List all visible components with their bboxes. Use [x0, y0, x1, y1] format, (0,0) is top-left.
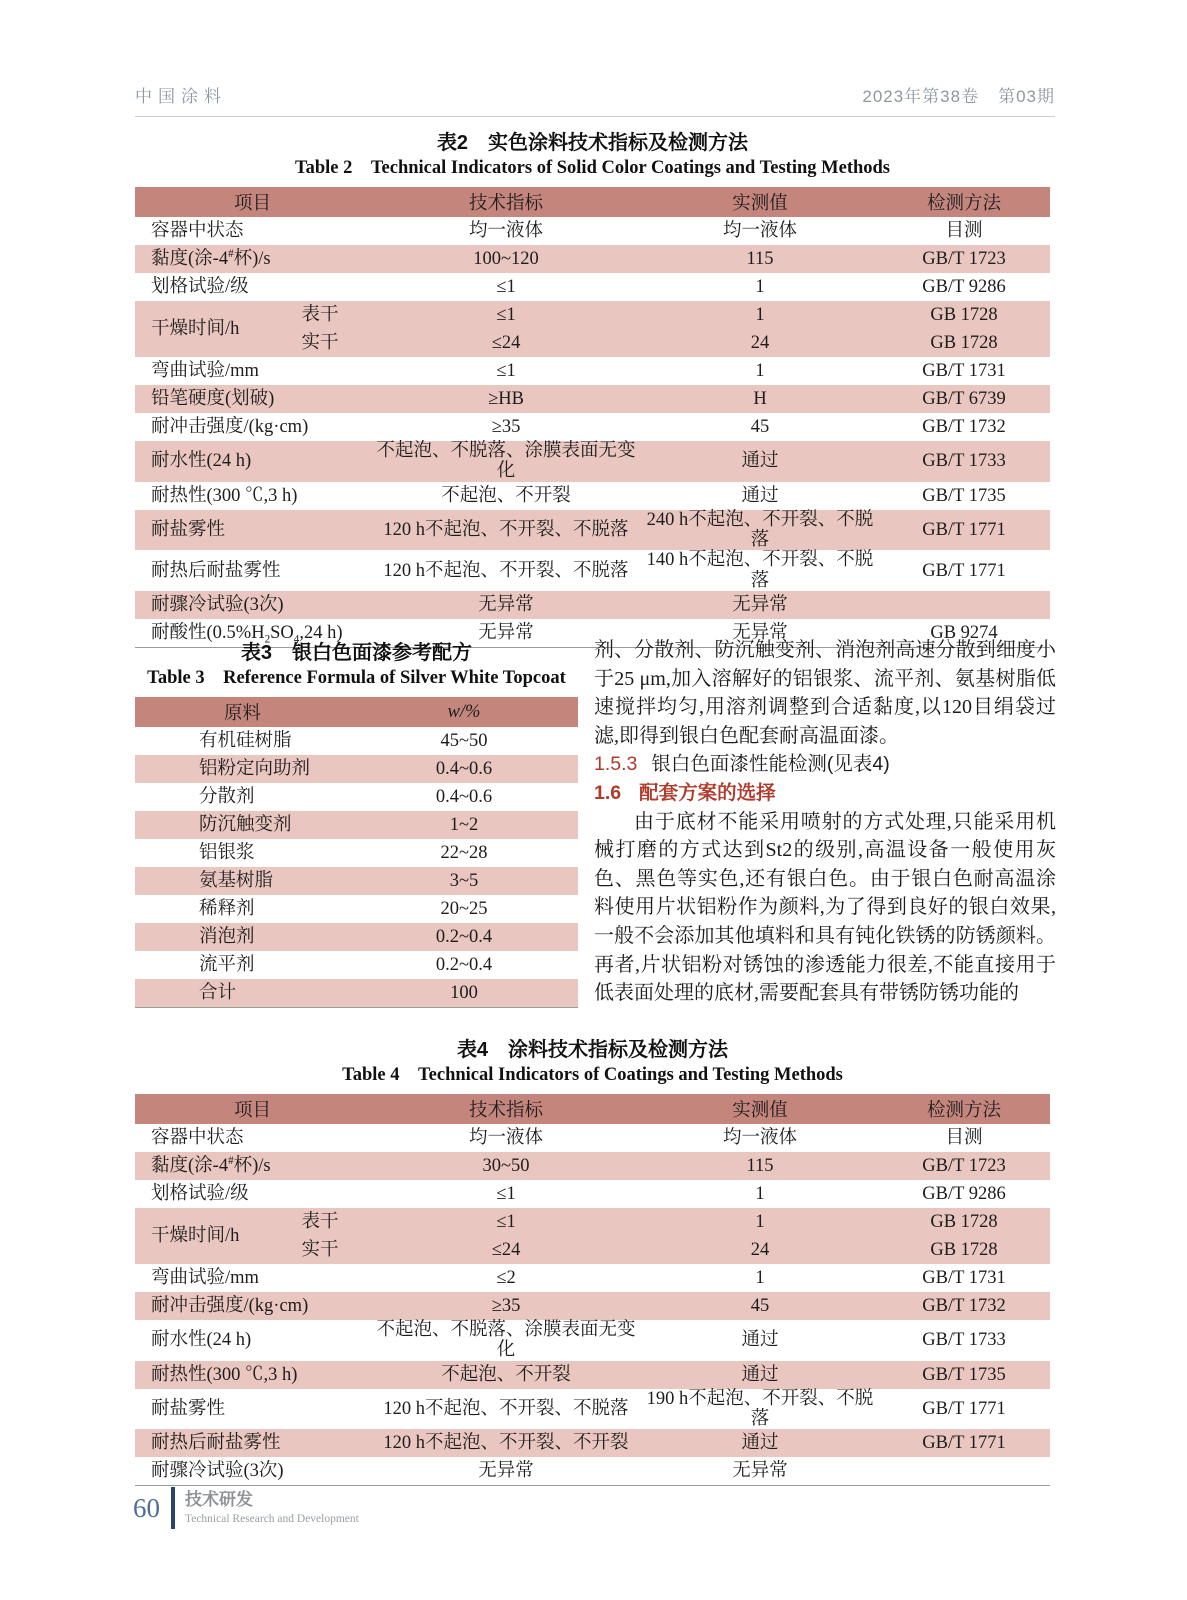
- cell-item: 划格试验/级: [135, 1180, 370, 1208]
- cell-measured-value: 均一液体: [642, 217, 878, 245]
- table-row: [135, 357, 1050, 385]
- cell-weight-percent: 100: [350, 979, 578, 1008]
- cell-raw-material: 有机硅树脂: [135, 727, 350, 755]
- cell-measured-value: 通过: [642, 441, 878, 482]
- header-row: [135, 1094, 1050, 1124]
- cell-item: 黏度(涂-4#杯)/s: [135, 1152, 370, 1180]
- cell-item: 耐水性(24 h): [135, 1320, 370, 1361]
- table-row: [135, 951, 578, 979]
- cell-measured-value: 通过: [642, 1429, 878, 1457]
- cell-weight-percent: 3~5: [350, 867, 578, 895]
- cell-sub-item: 实干: [270, 329, 370, 357]
- cell-measured-value: 无异常: [642, 619, 878, 648]
- table-row: [135, 755, 578, 783]
- cell-measured-value: 190 h不起泡、不开裂、不脱落: [642, 1389, 878, 1430]
- cell-technical-indicator: ≤1: [370, 1208, 642, 1236]
- footer-section-cn: 技术研发: [185, 1490, 253, 1509]
- header-row: [135, 187, 1050, 217]
- cell-technical-indicator: 不起泡、不开裂: [370, 1361, 642, 1389]
- cell-measured-value: 1: [642, 1264, 878, 1292]
- cell-technical-indicator: 不起泡、不脱落、涂膜表面无变化: [370, 1320, 642, 1361]
- cell-measured-value: 45: [642, 1292, 878, 1320]
- table-row: [135, 1124, 1050, 1152]
- cell-testing-method: GB/T 1723: [878, 1152, 1050, 1180]
- cell-testing-method: GB/T 9286: [878, 273, 1050, 301]
- table2-body: [135, 217, 1050, 648]
- cell-measured-value: 通过: [642, 1320, 878, 1361]
- cell-technical-indicator: ≤1: [370, 357, 642, 385]
- cell-testing-method: GB/T 1735: [878, 1361, 1050, 1389]
- cell-item: 容器中状态: [135, 1124, 370, 1152]
- cell-technical-indicator: 不起泡、不脱落、涂膜表面无变化: [370, 441, 642, 482]
- table-row: [135, 1264, 1050, 1292]
- cell-testing-method: GB/T 1723: [878, 245, 1050, 273]
- cell-item: 干燥时间/h: [135, 301, 270, 357]
- column-header: 项目: [135, 1094, 370, 1124]
- table-row: [135, 385, 1050, 413]
- cell-measured-value: 1: [642, 1180, 878, 1208]
- cell-measured-value: 通过: [642, 1361, 878, 1389]
- cell-technical-indicator: ≤2: [370, 1264, 642, 1292]
- cell-testing-method: GB/T 1733: [878, 441, 1050, 482]
- cell-measured-value: 均一液体: [642, 1124, 878, 1152]
- table4: [135, 1094, 1050, 1486]
- cell-item: 耐热后耐盐雾性: [135, 1429, 370, 1457]
- cell-measured-value: 24: [642, 1236, 878, 1264]
- cell-technical-indicator: 无异常: [370, 1457, 642, 1486]
- cell-testing-method: GB/T 1771: [878, 1429, 1050, 1457]
- cell-item: 耐冲击强度/(kg·cm): [135, 413, 370, 441]
- table-row: [135, 1208, 1050, 1236]
- table-row: [135, 245, 1050, 273]
- table2-head: [135, 187, 1050, 217]
- table4-title-cn: 表4 涂料技术指标及检测方法: [456, 1039, 729, 1061]
- issue-info: 2023年第38卷 第03期: [862, 87, 1055, 106]
- table-row: [135, 329, 1050, 357]
- column-header: 检测方法: [878, 187, 1050, 217]
- cell-measured-value: 1: [642, 1208, 878, 1236]
- footer-divider-bar: [171, 1487, 175, 1529]
- table-row: [135, 1152, 1050, 1180]
- cell-testing-method: 目测: [878, 217, 1050, 245]
- column-header: 检测方法: [878, 1094, 1050, 1124]
- running-head: [135, 82, 1055, 117]
- cell-testing-method: GB 1728: [878, 301, 1050, 329]
- cell-raw-material: 铝银浆: [135, 839, 350, 867]
- table-row: [135, 1320, 1050, 1361]
- cell-technical-indicator: ≤24: [370, 1236, 642, 1264]
- column-header: 实测值: [642, 1094, 878, 1124]
- cell-technical-indicator: 均一液体: [370, 1124, 642, 1152]
- cell-item: 耐盐雾性: [135, 510, 370, 551]
- cell-weight-percent: 0.4~0.6: [350, 755, 578, 783]
- table-row: [135, 1457, 1050, 1486]
- table-row: [135, 550, 1050, 591]
- cell-item: 耐热性(300 ℃,3 h): [135, 1361, 370, 1389]
- table3-title-cn: 表3 银白色面漆参考配方: [240, 642, 473, 664]
- cell-testing-method: [878, 1457, 1050, 1486]
- cell-testing-method: GB/T 1732: [878, 413, 1050, 441]
- cell-testing-method: GB/T 9286: [878, 1180, 1050, 1208]
- cell-technical-indicator: 均一液体: [370, 217, 642, 245]
- table-row: [135, 811, 578, 839]
- cell-weight-percent: 22~28: [350, 839, 578, 867]
- cell-measured-value: 1: [642, 301, 878, 329]
- section-title: 配套方案的选择: [639, 781, 776, 804]
- cell-technical-indicator: ≥HB: [370, 385, 642, 413]
- cell-weight-percent: 0.2~0.4: [350, 951, 578, 979]
- cell-raw-material: 防沉触变剂: [135, 811, 350, 839]
- cell-sub-item: 表干: [270, 1208, 370, 1236]
- cell-technical-indicator: ≥35: [370, 413, 642, 441]
- cell-measured-value: 无异常: [642, 591, 878, 619]
- header-row: [135, 697, 578, 727]
- cell-testing-method: GB 9274: [878, 619, 1050, 648]
- cell-sub-item: 实干: [270, 1236, 370, 1264]
- table2-title-cn: 表2 实色涂料技术指标及检测方法: [436, 132, 749, 154]
- cell-technical-indicator: 120 h不起泡、不开裂、不脱落: [370, 550, 642, 591]
- table-row: [135, 1361, 1050, 1389]
- cell-testing-method: GB/T 1735: [878, 482, 1050, 510]
- cell-technical-indicator: 不起泡、不开裂: [370, 482, 642, 510]
- cell-testing-method: GB/T 1771: [878, 510, 1050, 551]
- table3-block: [135, 640, 578, 1008]
- cell-item: 耐酸性($0.5\%H_2SO_4,24$ h): [135, 619, 370, 648]
- cell-item: 耐水性(24 h): [135, 441, 370, 482]
- table4-block: [135, 1037, 1050, 1486]
- table-row: [135, 923, 578, 951]
- cell-measured-value: 24: [642, 329, 878, 357]
- section-heading-1-5-3: [594, 750, 1056, 779]
- table-row: [135, 1389, 1050, 1430]
- cell-technical-indicator: ≤1: [370, 273, 642, 301]
- table-row: [135, 1180, 1050, 1208]
- section-number: 1.6: [594, 781, 622, 804]
- table-row: [135, 1429, 1050, 1457]
- cell-item: 弯曲试验/mm: [135, 1264, 370, 1292]
- cell-item: 耐骤冷试验(3次): [135, 591, 370, 619]
- cell-item: 铅笔硬度(划破): [135, 385, 370, 413]
- table4-head: [135, 1094, 1050, 1124]
- cell-technical-indicator: ≤24: [370, 329, 642, 357]
- table-row: [135, 727, 578, 755]
- body-text-column: [594, 636, 1056, 1008]
- cell-testing-method: [878, 591, 1050, 619]
- table-row: [135, 783, 578, 811]
- cell-measured-value: 无异常: [642, 1457, 878, 1486]
- cell-item: 耐冲击强度/(kg·cm): [135, 1292, 370, 1320]
- column-header: 项目: [135, 187, 370, 217]
- table-row: [135, 1292, 1050, 1320]
- table2-block: [135, 130, 1050, 648]
- cell-technical-indicator: 120 h不起泡、不开裂、不脱落: [370, 1389, 642, 1430]
- table-row: [135, 839, 578, 867]
- table-row: [135, 867, 578, 895]
- cell-testing-method: GB/T 1732: [878, 1292, 1050, 1320]
- cell-sub-item: 表干: [270, 301, 370, 329]
- cell-measured-value: 240 h不起泡、不开裂、不脱落: [642, 510, 878, 551]
- cell-testing-method: GB 1728: [878, 1236, 1050, 1264]
- cell-measured-value: 通过: [642, 482, 878, 510]
- column-header: 技术指标: [370, 1094, 642, 1124]
- table4-title-en: Table 4 Technical Indicators of Coatings and Testing Methods: [342, 1065, 843, 1085]
- cell-testing-method: GB/T 6739: [878, 385, 1050, 413]
- cell-raw-material: 氨基树脂: [135, 867, 350, 895]
- table-row: [135, 441, 1050, 482]
- journal-name: 中国涂料: [135, 87, 227, 106]
- cell-technical-indicator: 100~120: [370, 245, 642, 273]
- footer-section: [185, 1490, 359, 1526]
- cell-measured-value: 1: [642, 357, 878, 385]
- cell-technical-indicator: 30~50: [370, 1152, 642, 1180]
- table-row: [135, 979, 578, 1008]
- cell-weight-percent: 20~25: [350, 895, 578, 923]
- cell-item: 干燥时间/h: [135, 1208, 270, 1264]
- cell-testing-method: GB 1728: [878, 1208, 1050, 1236]
- column-header: 实测值: [642, 187, 878, 217]
- cell-item: 容器中状态: [135, 217, 370, 245]
- cell-raw-material: 流平剂: [135, 951, 350, 979]
- cell-testing-method: GB/T 1733: [878, 1320, 1050, 1361]
- table-row: [135, 482, 1050, 510]
- table3-head: [135, 697, 578, 727]
- paragraph-continued: 剂、分散剂、防沉触变剂、消泡剂高速分散到细度小于25 μm,加入溶解好的铝银浆、流平剂、氨基树脂低速搅拌均匀,用溶剂调整到合适黏度,以120目绢袋过滤,即得到银白色配套耐高温面漆。: [594, 639, 1056, 747]
- cell-item: 耐骤冷试验(3次): [135, 1457, 370, 1486]
- table-row: [135, 510, 1050, 551]
- cell-raw-material: 合计: [135, 979, 350, 1008]
- page-footer: [133, 1487, 359, 1529]
- table3-body: [135, 727, 578, 1008]
- paragraph: 由于底材不能采用喷射的方式处理,只能采用机械打磨的方式达到St2的级别,高温设备一般使用灰色、黑色等实色,还有银白色。由于银白色耐高温涂料使用片状铝粉作为颜料,为了得到良好的银白效果,一般不会添加其他填料和具有钝化铁锈的防锈颜料。再者,片状铝粉对锈蚀的渗透能力很差,不能直接用于低表面处理的底材,需要配套具有带锈防锈功能的: [594, 810, 1056, 1005]
- section-number: 1.5.3: [594, 753, 638, 776]
- cell-weight-percent: 1~2: [350, 811, 578, 839]
- cell-item: 耐盐雾性: [135, 1389, 370, 1430]
- cell-testing-method: GB/T 1771: [878, 1389, 1050, 1430]
- table-row: [135, 301, 1050, 329]
- cell-weight-percent: 0.2~0.4: [350, 923, 578, 951]
- table-row: [135, 413, 1050, 441]
- cell-technical-indicator: 120 h不起泡、不开裂、不开裂: [370, 1429, 642, 1457]
- cell-raw-material: 稀释剂: [135, 895, 350, 923]
- cell-testing-method: GB 1728: [878, 329, 1050, 357]
- cell-measured-value: 1: [642, 273, 878, 301]
- cell-measured-value: 115: [642, 1152, 878, 1180]
- table-row: [135, 273, 1050, 301]
- cell-testing-method: GB/T 1731: [878, 357, 1050, 385]
- cell-raw-material: 铝粉定向助剂: [135, 755, 350, 783]
- section-heading-1-6: [594, 779, 1056, 808]
- column-header: w/%: [350, 697, 578, 727]
- table-row: [135, 895, 578, 923]
- footer-section-en: Technical Research and Development: [185, 1513, 359, 1525]
- cell-measured-value: 45: [642, 413, 878, 441]
- table4-body: [135, 1124, 1050, 1486]
- cell-raw-material: 消泡剂: [135, 923, 350, 951]
- cell-testing-method: 目测: [878, 1124, 1050, 1152]
- cell-measured-value: 115: [642, 245, 878, 273]
- cell-item: 划格试验/级: [135, 273, 370, 301]
- cell-technical-indicator: ≤1: [370, 1180, 642, 1208]
- table2: [135, 187, 1050, 648]
- page-number: 60: [133, 1493, 160, 1523]
- column-header: 原料: [135, 697, 350, 727]
- table-row: [135, 217, 1050, 245]
- cell-measured-value: 140 h不起泡、不开裂、不脱落: [642, 550, 878, 591]
- cell-testing-method: GB/T 1771: [878, 550, 1050, 591]
- cell-testing-method: GB/T 1731: [878, 1264, 1050, 1292]
- cell-raw-material: 分散剂: [135, 783, 350, 811]
- cell-technical-indicator: ≤1: [370, 301, 642, 329]
- table2-title-en: Table 2 Technical Indicators of Solid Color Coatings and Testing Methods: [294, 158, 891, 178]
- table-row: [135, 591, 1050, 619]
- cell-measured-value: H: [642, 385, 878, 413]
- cell-technical-indicator: 120 h不起泡、不开裂、不脱落: [370, 510, 642, 551]
- cell-technical-indicator: 无异常: [370, 619, 642, 648]
- table3-title-en: Table 3 Reference Formula of Silver White Topcoat: [147, 668, 566, 688]
- cell-item: 黏度(涂-4#杯)/s: [135, 245, 370, 273]
- cell-weight-percent: 45~50: [350, 727, 578, 755]
- cell-weight-percent: 0.4~0.6: [350, 783, 578, 811]
- table-row: [135, 1236, 1050, 1264]
- section-title: 银白色面漆性能检测(见表4): [651, 753, 890, 776]
- cell-technical-indicator: ≥35: [370, 1292, 642, 1320]
- cell-technical-indicator: 无异常: [370, 591, 642, 619]
- column-header: 技术指标: [370, 187, 642, 217]
- table3: [135, 697, 578, 1008]
- cell-item: 弯曲试验/mm: [135, 357, 370, 385]
- cell-item: 耐热性(300 ℃,3 h): [135, 482, 370, 510]
- cell-item: 耐热后耐盐雾性: [135, 550, 370, 591]
